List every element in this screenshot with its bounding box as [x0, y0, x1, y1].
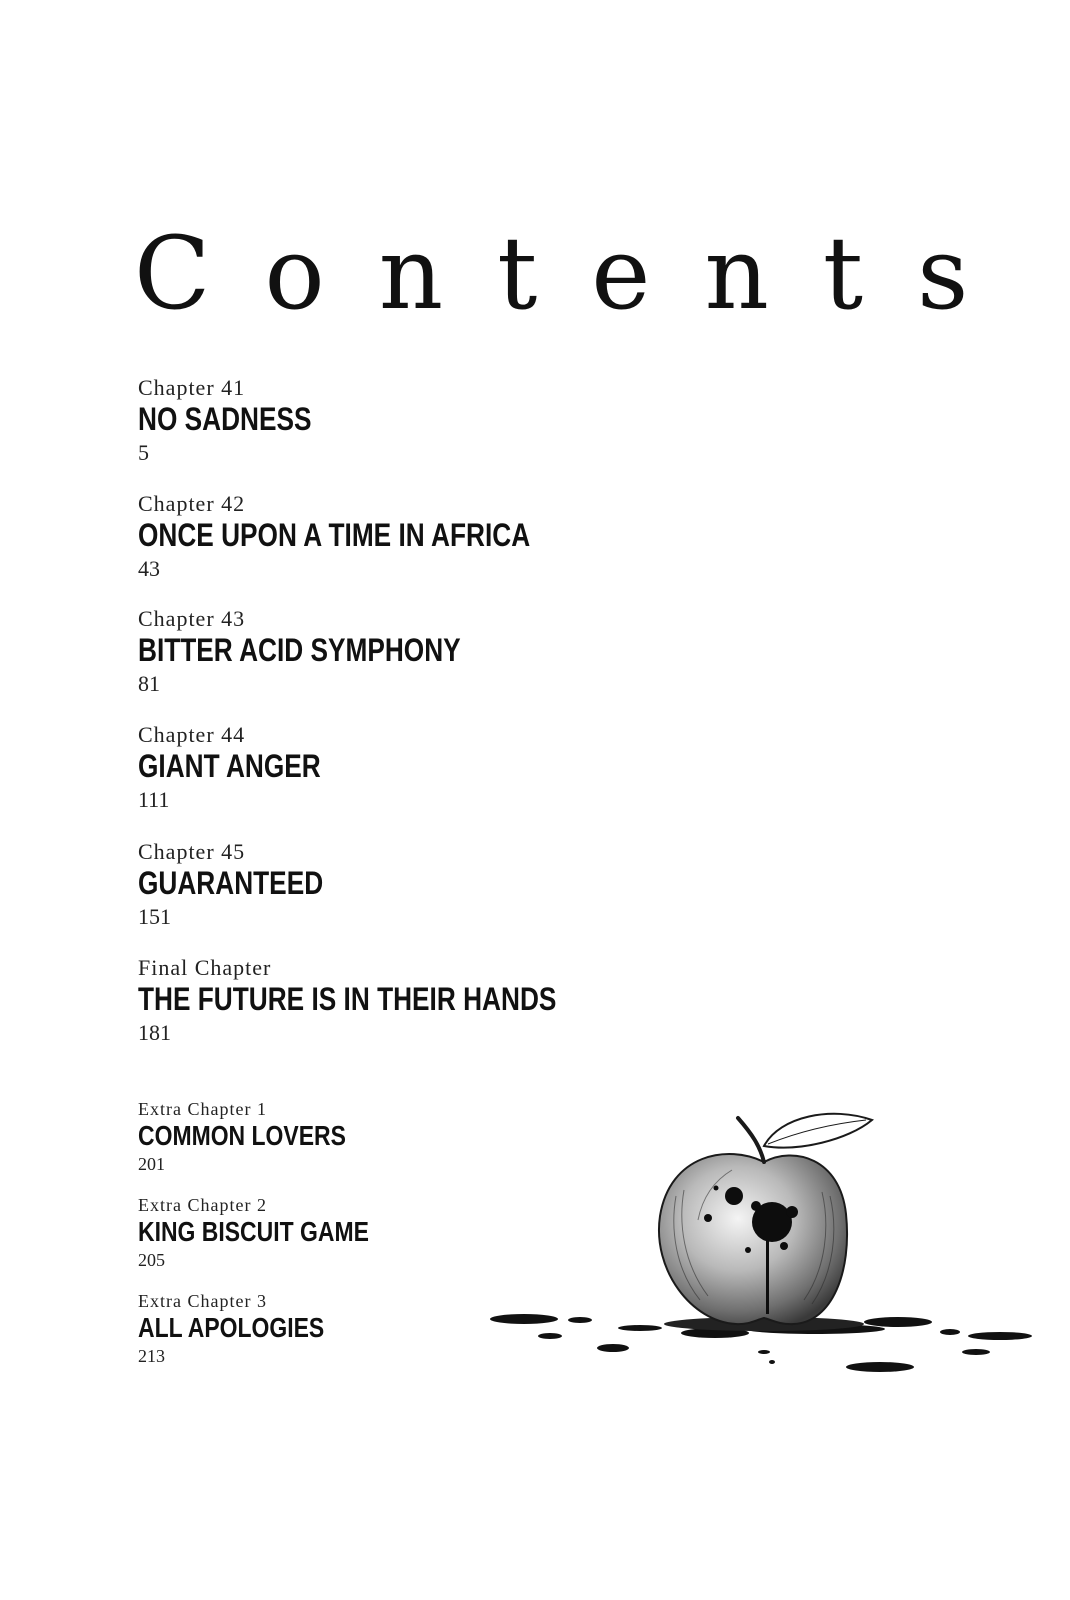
toc-entry-extra-chapter-2[interactable]: [138, 1195, 420, 1271]
chapter-page-number: 201: [138, 1154, 165, 1174]
chapter-label: Chapter 42: [138, 491, 246, 516]
toc-entry-chapter-43[interactable]: [138, 607, 532, 699]
chapter-title: ALL APOLOGIES: [138, 1312, 325, 1343]
chapter-title: GIANT ANGER: [138, 748, 321, 784]
chapter-title: ONCE UPON A TIME IN AFRICA: [138, 517, 531, 553]
chapter-page-number: 111: [138, 787, 170, 812]
chapter-title: THE FUTURE IS IN THEIR HANDS: [138, 981, 557, 1017]
chapter-title: NO SADNESS: [138, 401, 312, 437]
chapter-label: Chapter 41: [138, 375, 246, 400]
chapter-page-number: 181: [138, 1020, 171, 1045]
chapter-title: KING BISCUIT GAME: [138, 1216, 369, 1247]
toc-entry-chapter-42[interactable]: [138, 492, 616, 584]
apple-illustration-icon: [480, 1100, 1040, 1390]
chapter-label: Extra Chapter 2: [138, 1195, 267, 1215]
chapter-page-number: 81: [138, 671, 160, 696]
toc-entry-final-chapter[interactable]: [138, 956, 648, 1048]
chapter-page-number: 5: [138, 440, 149, 465]
toc-entry-extra-chapter-1[interactable]: [138, 1099, 392, 1175]
chapter-title: COMMON LOVERS: [138, 1120, 346, 1151]
chapter-page-number: 151: [138, 904, 171, 929]
toc-entry-chapter-41[interactable]: [138, 376, 350, 468]
toc-entry-extra-chapter-3[interactable]: [138, 1291, 365, 1367]
chapter-title: GUARANTEED: [138, 865, 324, 901]
chapter-label: Extra Chapter 1: [138, 1099, 267, 1119]
chapter-title: BITTER ACID SYMPHONY: [138, 632, 461, 668]
chapter-page-number: 43: [138, 556, 160, 581]
chapter-label: Chapter 44: [138, 722, 246, 747]
toc-entry-chapter-45[interactable]: [138, 840, 364, 932]
page-title: Contents: [134, 215, 1023, 332]
chapter-label: Chapter 45: [138, 839, 246, 864]
chapter-label: Final Chapter: [138, 955, 272, 980]
chapter-page-number: 213: [138, 1346, 165, 1366]
chapter-label: Extra Chapter 3: [138, 1291, 267, 1311]
chapter-label: Chapter 43: [138, 606, 246, 631]
toc-entry-chapter-44[interactable]: [138, 723, 361, 815]
chapter-page-number: 205: [138, 1250, 165, 1270]
